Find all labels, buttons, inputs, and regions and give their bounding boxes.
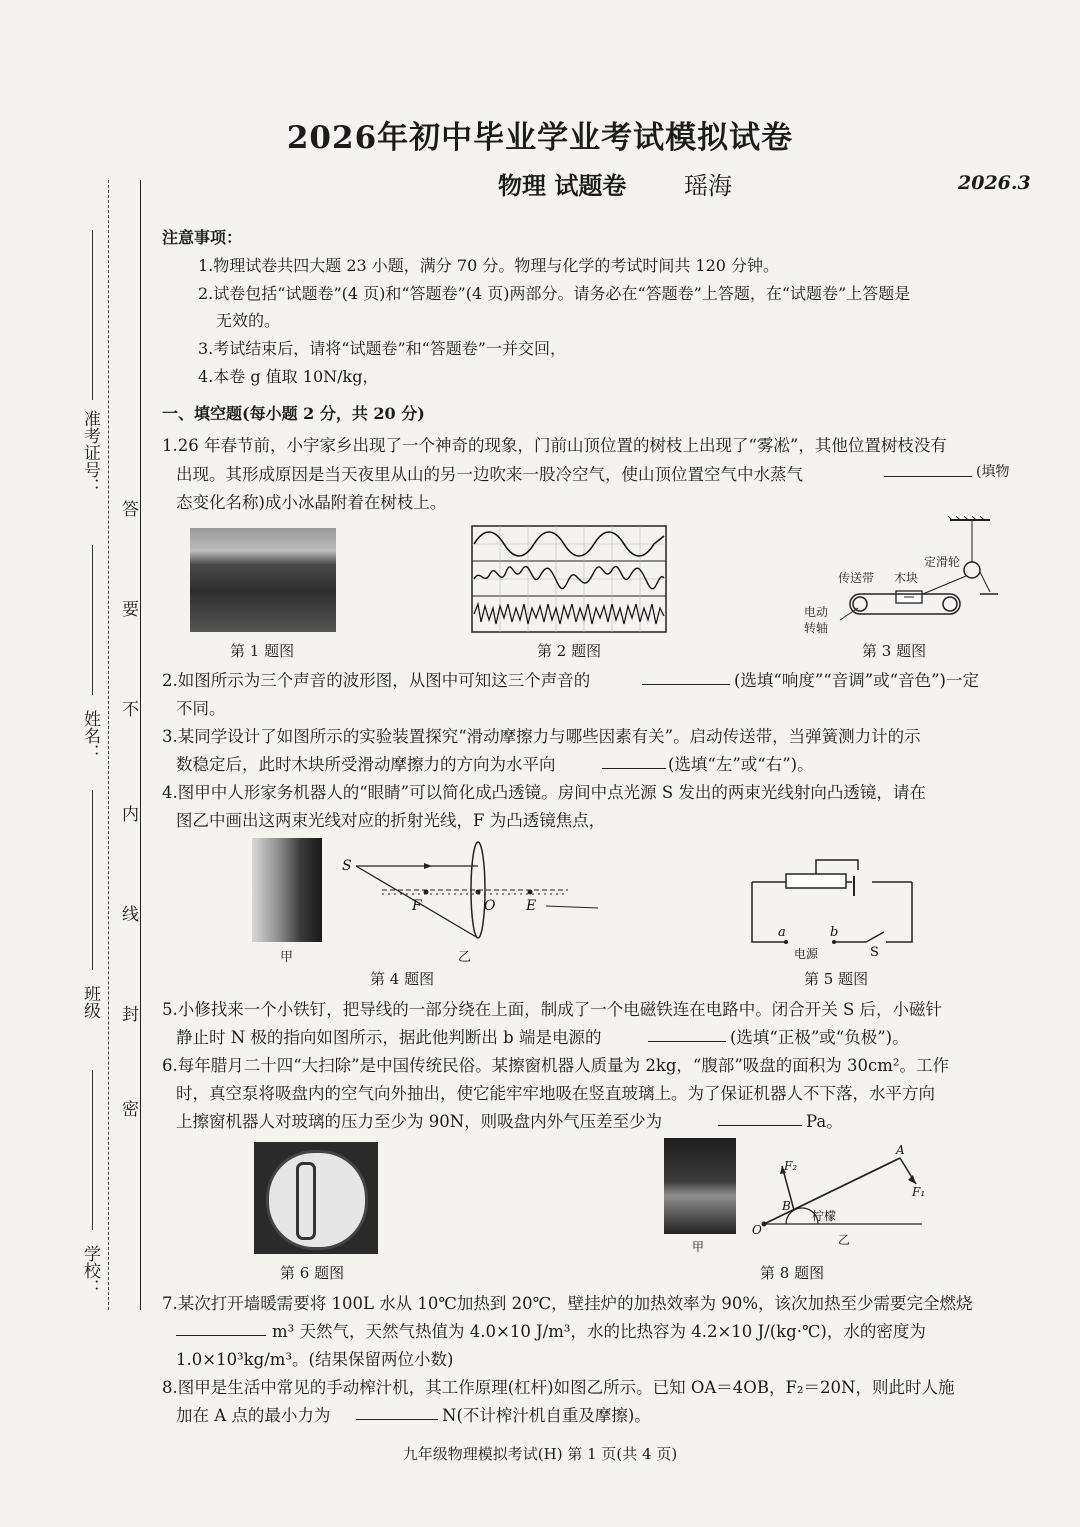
q2-answer-blank[interactable] (642, 670, 730, 685)
q3-line2: 数稳定后，此时木块所受滑动摩擦力的方向为水平向 (176, 755, 556, 774)
fig8-O: O (752, 1223, 762, 1237)
fig8-lever-diagram (752, 1140, 936, 1250)
binding-line-outer (108, 180, 110, 1310)
q5-line2-tail: (选填“正极”或“负极”)。 (730, 1028, 909, 1047)
fig2-wave-2 (474, 567, 664, 589)
fig4-optical-center (476, 890, 481, 895)
fig4-arrow-1 (424, 863, 432, 869)
fig4-F: F (412, 898, 422, 914)
q6-line3-tail: Pa。 (806, 1112, 843, 1131)
exam-id-label: 准考证号： (80, 410, 100, 495)
fig6-handle (296, 1162, 316, 1240)
fig5-source: 电源 (794, 947, 819, 961)
fig6-caption: 第 6 题图 (280, 1264, 345, 1282)
fig5-wire-right (886, 882, 912, 942)
notes-item: 4.本卷 g 值取 10N/kg， (198, 367, 379, 386)
fig8-F1-arrow (908, 1175, 916, 1184)
fig3-pulley-label: 定滑轮 (924, 555, 961, 569)
q3-line1: 3.某同学设计了如图所示的实验装置探究“滑动摩擦力与哪些因素有关”。启动传送带，当弹簧测力计的示 (162, 727, 921, 746)
binding-line-inner (140, 180, 141, 1310)
q1-answer-blank[interactable] (884, 462, 972, 477)
fig5-caption: 第 5 题图 (804, 970, 869, 988)
fig8-pivot (762, 1222, 767, 1227)
seal-char: 内 (118, 805, 138, 822)
fig8-lemon-label: 柠檬 (812, 1209, 837, 1223)
seal-char: 答 (118, 500, 138, 517)
notes-item: 无效的。 (216, 311, 281, 330)
fig4-yi: 乙 (458, 950, 472, 965)
fig6-robot (266, 1150, 368, 1250)
fig3-apparatus (800, 516, 1000, 640)
q1-line1: 1.26 年春节前，小宇家乡出现了一个神奇的现象，门前山顶位置的树枝上出现了“雾凇”，其他位置树枝没有 (162, 436, 947, 455)
seal-char: 不 (118, 700, 138, 717)
fig4-lens-diagram (336, 836, 606, 946)
fig4-S: S (342, 858, 352, 874)
fig4-focus-right (528, 890, 533, 895)
name-line (92, 545, 93, 695)
notes-item: 2.试卷包括“试题卷”(4 页)和“答题卷”(4 页)两部分。请务必在“答题卷”上答题，在“试题卷”上答题是 (198, 284, 911, 303)
q8-line1: 8.图甲是生活中常见的手动榨汁机，其工作原理(杠杆)如图乙所示。已知 OA＝4OB，F₂＝20N，则此时人施 (162, 1378, 955, 1397)
q2-line1-tail: (选填“响度”“音调”或“音色”)一定 (734, 671, 979, 690)
q2-line2: 不同。 (176, 699, 226, 718)
exam-date: 2026.3 (958, 172, 1031, 194)
class-label: 班级 (80, 985, 100, 1019)
seal-char: 密 (118, 1100, 138, 1117)
q6-answer-blank[interactable] (718, 1111, 802, 1126)
fig1-caption: 第 1 题图 (230, 642, 295, 660)
q6-line2: 时，真空泵将吸盘内的空气向外抽出，使它能牢牢地吸在竖直玻璃上。为了保证机器人不下落，水平方向 (176, 1084, 935, 1103)
school-line (92, 1070, 93, 1230)
notes-item: 3.考试结束后，请将“试题卷”和“答题卷”一并交回， (198, 339, 566, 358)
q7-line3: 1.0×10³kg/m³。(结果保留两位小数) (176, 1350, 454, 1369)
fig4-E: E (526, 898, 537, 914)
q2-line1: 2.如图所示为三个声音的波形图，从图中可知这三个声音的 (162, 671, 591, 690)
fig3-belt-label: 传送带 (838, 571, 875, 585)
q8-line2-tail: N(不计榨汁机自重及摩擦)。 (442, 1406, 651, 1425)
q5-line2: 静止时 N 极的指向如图所示，据此他判断出 b 端是电源的 (176, 1028, 602, 1047)
fig3-block-label: 木块 (894, 571, 919, 585)
fig3-axis-label: 转轴 (804, 621, 829, 635)
q1-line2: 出现。其形成原因是当天夜里从山的另一边吹来一股冷空气，使山顶位置空气中水蒸气 (176, 465, 803, 484)
name-label: 姓名： (80, 710, 100, 761)
fig4-jia: 甲 (280, 950, 294, 965)
fig3-string (918, 576, 966, 596)
page-footer: 九年级物理模拟考试(H) 第 1 页(共 4 页) (402, 1445, 678, 1463)
q8-line2: 加在 A 点的最小力为 (176, 1406, 331, 1425)
class-line (92, 790, 93, 970)
school-label: 学校： (80, 1245, 100, 1296)
exam-subtitle: 物理 试题卷 (498, 171, 627, 200)
fig2-waveforms (470, 524, 668, 634)
fig5-switch (866, 932, 884, 942)
notes-item: 1.物理试卷共四大题 23 小题，满分 70 分。物理与化学的考试时间共 120 分钟。 (198, 256, 780, 275)
q6-line1: 6.每年腊月二十四“大扫除”是中国传统民俗。某擦窗机器人质量为 2kg，“腹部”吸盘的面积为 30cm²。工作 (162, 1056, 950, 1075)
q7-answer-blank[interactable] (176, 1321, 266, 1336)
fig3-roller-right (943, 597, 957, 611)
fig3-support (980, 572, 990, 592)
fig5-terminal-a (784, 940, 788, 944)
fig5-b: b (830, 925, 839, 940)
q4-line2: 图乙中画出这两束光线对应的折射光线，F 为凸透镜焦点， (176, 811, 606, 830)
seal-char: 要 (118, 600, 138, 617)
fig5-electromagnet (786, 874, 846, 888)
fig8-juicer-photo (664, 1138, 736, 1234)
q5-line1: 5.小修找来一个小铁钉，把导线的一部分绕在上面，制成了一个电磁铁连在电路中。闭合开关 S 后，小磁针 (162, 1000, 943, 1019)
section-heading: 一、填空题(每小题 2 分，共 20 分) (162, 404, 425, 423)
fig5-circuit (746, 856, 918, 964)
notes-heading: 注意事项： (162, 228, 243, 247)
q3-answer-blank[interactable] (602, 754, 666, 769)
fig8-F2-label: F₂ (784, 1159, 798, 1173)
fig5-wire-coil (816, 860, 858, 874)
q5-answer-blank[interactable] (648, 1027, 726, 1042)
fig4-caption: 第 4 题图 (370, 970, 435, 988)
fig8-caption: 第 8 题图 (760, 1264, 825, 1282)
fig5-a: a (778, 925, 786, 940)
fig3-pulley (964, 562, 980, 578)
exam-id-line (92, 230, 93, 400)
fig8-yi: 乙 (838, 1233, 851, 1247)
fig1-photo (190, 528, 336, 632)
q1-line2-tail: (填物 (976, 464, 1010, 480)
q6-line3: 上擦窗机器人对玻璃的压力至少为 90N，则吸盘内外气压差至少为 (176, 1112, 663, 1131)
fig2-caption: 第 2 题图 (537, 642, 602, 660)
fig3-motor-label: 电动 (804, 605, 829, 619)
seal-char: 封 (118, 1005, 138, 1022)
q7-line1: 7.某次打开墙暖需要将 100L 水从 10℃加热到 20℃，壁挂炉的加热效率为 90%，该次加热至少需要完全燃烧 (162, 1294, 973, 1313)
fig5-S: S (870, 945, 879, 960)
fig8-F1-label: F₁ (912, 1185, 926, 1199)
fig3-roller-left (853, 597, 867, 611)
fig8-B: B (782, 1199, 791, 1213)
fig4-robot-photo (252, 838, 322, 942)
q3-line2-tail: (选填“左”或“右”)。 (668, 755, 814, 774)
fig4-O: O (484, 898, 496, 914)
fig4-focus-left (424, 890, 429, 895)
exam-author: 瑶海 (684, 172, 732, 200)
fig3-caption: 第 3 题图 (862, 642, 927, 660)
q1-line3: 态变化名称)成小冰晶附着在树枝上。 (176, 493, 447, 512)
fig8-jia: 甲 (692, 1240, 705, 1254)
exam-title: 2026年初中毕业学业考试模拟试卷 (286, 120, 794, 156)
fig8-A: A (896, 1143, 905, 1157)
seal-char: 线 (118, 905, 138, 922)
q4-line1: 4.图甲中人形家务机器人的“眼睛”可以简化成凸透镜。房间中点光源 S 发出的两束光线射向凸透镜，请在 (162, 783, 926, 802)
q8-answer-blank[interactable] (356, 1405, 438, 1420)
q7-line2: m³ 天然气，天然气热值为 4.0×10 J/m³，水的比热容为 4.2×10 J/(kg·℃)，水的密度为 (272, 1322, 926, 1341)
fig4-scribble (546, 906, 598, 908)
fig3-motor-leader (840, 608, 858, 620)
